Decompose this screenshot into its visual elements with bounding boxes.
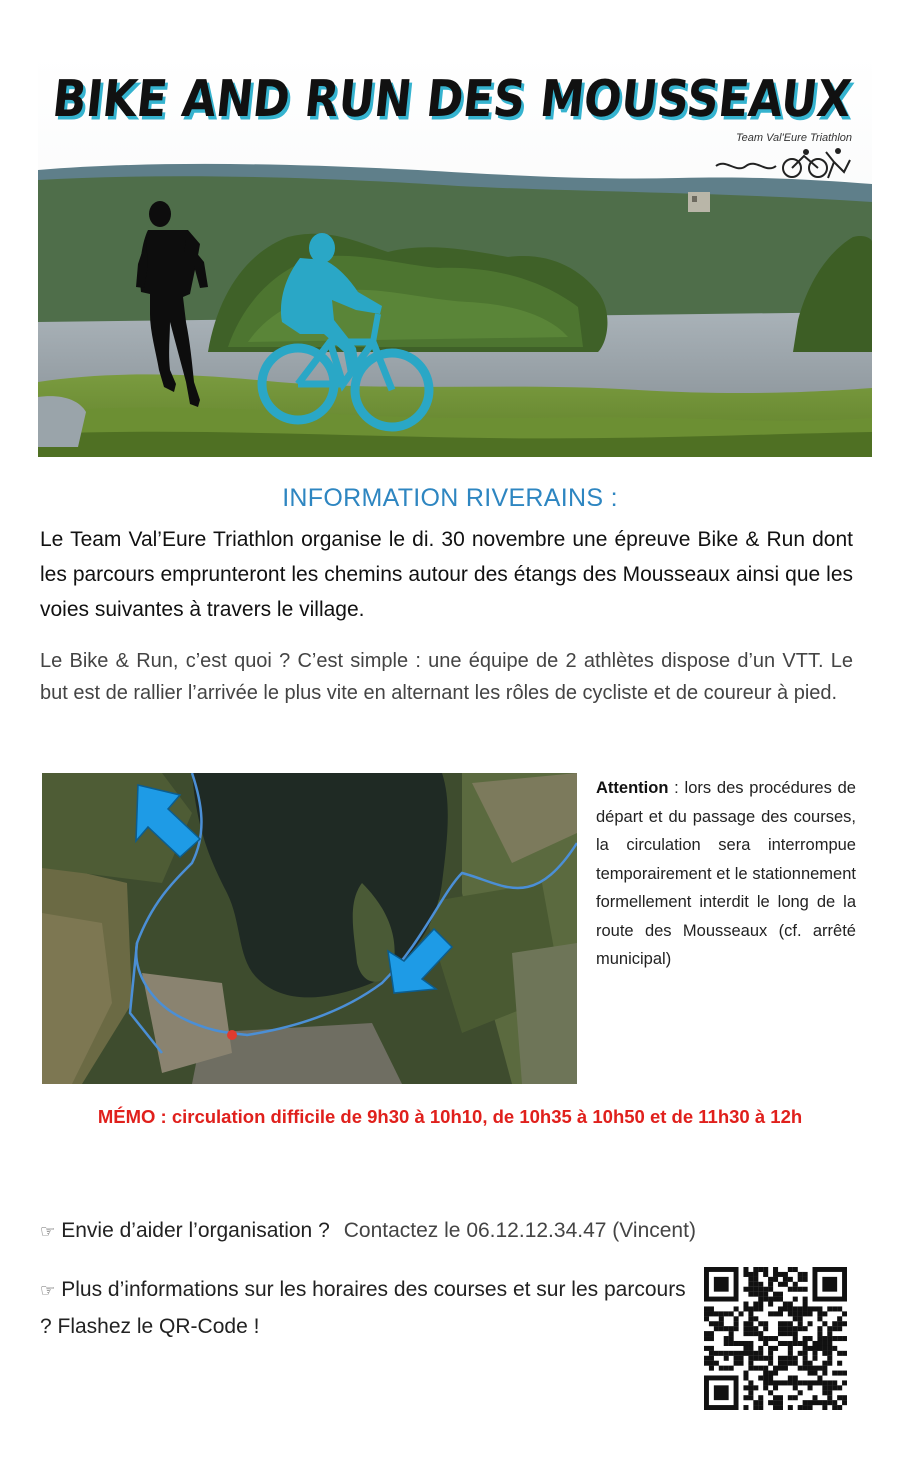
team-name: Team Val'Eure Triathlon — [735, 132, 852, 144]
pointing-hand-icon: ☞ — [40, 1281, 56, 1300]
section-heading: INFORMATION RIVERAINS : — [282, 484, 618, 512]
intro-paragraph: Le Team Val’Eure Triathlon organise le di. 30 novembre une épreuve Bike & Run dont les parcours emprunteront les chemins autour des étangs des Mousseaux ainsi que les voies suivantes à travers le village. — [40, 528, 853, 621]
help-line — [40, 1219, 860, 1243]
satellite-map-image — [42, 773, 577, 1084]
header-banner — [38, 52, 872, 457]
attention-text: : lors des procédures de départ et du passage des courses, la circulation sera interrompue temporairement et le stationnement formellement interdit le long de la route des Mousseaux (cf. arrêté municipal) — [596, 779, 856, 968]
more-info-text: Plus d’informations sur les horaires des courses et sur les parcours ? Flashez le QR-Code ! — [40, 1278, 686, 1338]
contact-phone: Contactez le 06.12.12.34.47 (Vincent) — [343, 1219, 696, 1242]
qr-code-icon[interactable] — [704, 1267, 847, 1410]
start-marker-icon — [227, 1030, 237, 1040]
help-question: Envie d’aider l’organisation ? — [61, 1219, 330, 1242]
more-info-line — [40, 1272, 690, 1345]
course-map — [42, 773, 577, 1084]
attention-notice — [596, 774, 856, 974]
attention-label: Attention — [596, 779, 669, 797]
memo-line: MÉMO : circulation difficile de 9h30 à 10h10, de 10h35 à 10h50 et de 11h30 à 12h — [97, 1106, 803, 1127]
explanation-paragraph: Le Bike & Run, c’est quoi ? C’est simple : une équipe de 2 athlètes dispose d’un VTT. Le but est de rallier l’arrivée le plus vite en alternant les rôles de cycliste et de coureur à pied. — [40, 650, 853, 704]
event-title: BIKE AND RUN DES MOUSSEAUX — [49, 70, 855, 129]
triathlon-logo-icon — [714, 148, 854, 182]
pointing-hand-icon: ☞ — [40, 1222, 56, 1241]
